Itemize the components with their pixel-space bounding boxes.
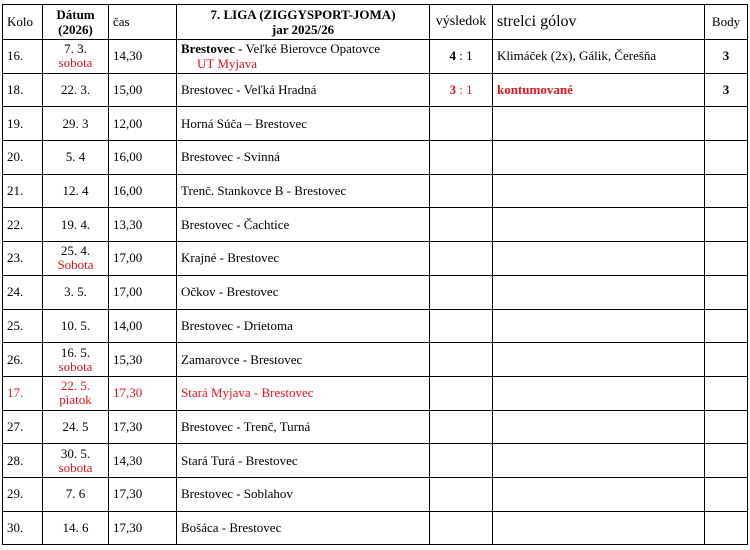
cell-datum-day: Sobota xyxy=(57,257,94,273)
table-row xyxy=(3,141,748,175)
cell-datum-date: 7. 6 xyxy=(65,486,86,502)
cell-cas: 13,30 xyxy=(109,208,177,242)
table-row xyxy=(3,107,748,141)
cell-cas: 17,30 xyxy=(109,477,177,511)
table-row xyxy=(3,174,748,208)
table-row xyxy=(3,477,748,511)
table-row xyxy=(3,275,748,309)
cell-datum-day: sobota xyxy=(58,459,93,475)
cell-vysledok xyxy=(430,208,493,242)
cell-body: 3 xyxy=(705,40,748,74)
cell-datum-date: 14. 6 xyxy=(62,519,89,535)
header-cas: čas xyxy=(109,5,177,40)
cell-kolo: 23. xyxy=(3,242,43,276)
cell-zapas: Brestovec - Čachtice xyxy=(177,208,430,242)
cell-zapas xyxy=(177,40,430,74)
cell-vysledok xyxy=(430,477,493,511)
cell-body xyxy=(705,511,748,545)
cell-datum-date: 5. 4 xyxy=(65,149,86,165)
cell-datum-date: 7. 3. xyxy=(64,41,87,57)
cell-zapas: Očkov - Brestovec xyxy=(177,275,430,309)
cell-zapas: Stará Turá - Brestovec xyxy=(177,444,430,478)
cell-cas: 15,00 xyxy=(109,73,177,107)
cell-kolo: 30. xyxy=(3,511,43,545)
cell-strelci: kontumované xyxy=(493,73,705,107)
cell-zapas: Brestovec - Veľká Hradná xyxy=(177,73,430,107)
cell-strelci xyxy=(493,511,705,545)
cell-vysledok xyxy=(430,444,493,478)
table-row xyxy=(3,40,748,74)
cell-strelci xyxy=(493,477,705,511)
score-separator: : xyxy=(455,48,467,64)
cell-cas: 16,00 xyxy=(109,141,177,175)
table-row xyxy=(3,511,748,545)
cell-cas: 17,30 xyxy=(109,511,177,545)
cell-datum-date: 22. 3. xyxy=(60,82,91,98)
cell-kolo: 28. xyxy=(3,444,43,478)
cell-datum-day: piatok xyxy=(59,392,92,408)
table-row xyxy=(3,444,748,478)
cell-datum-date: 24. 5 xyxy=(62,418,89,434)
score-away: 1 xyxy=(466,82,473,98)
cell-datum xyxy=(43,107,109,141)
cell-cas: 17,30 xyxy=(109,410,177,444)
table-row xyxy=(3,73,748,107)
cell-datum-date: 12. 4 xyxy=(62,183,89,199)
cell-cas: 14,30 xyxy=(109,444,177,478)
score-separator: : xyxy=(455,82,467,98)
cell-vysledok xyxy=(430,40,493,74)
cell-cas: 17,00 xyxy=(109,275,177,309)
header-liga-line1: 7. LIGA (ZIGGYSPORT-JOMA) xyxy=(210,7,396,22)
cell-strelci xyxy=(493,242,705,276)
cell-zapas: Brestovec - Drietoma xyxy=(177,309,430,343)
cell-vysledok xyxy=(430,73,493,107)
cell-zapas: Zamarovce - Brestovec xyxy=(177,343,430,377)
schedule-table xyxy=(2,4,748,545)
cell-kolo: 24. xyxy=(3,275,43,309)
table-row xyxy=(3,376,748,410)
cell-cas: 17,00 xyxy=(109,242,177,276)
cell-kolo: 27. xyxy=(3,410,43,444)
cell-strelci xyxy=(493,208,705,242)
cell-kolo: 20. xyxy=(3,141,43,175)
cell-body xyxy=(705,309,748,343)
cell-body xyxy=(705,444,748,478)
cell-kolo: 17. xyxy=(3,376,43,410)
cell-body xyxy=(705,174,748,208)
header-body: Body xyxy=(705,5,748,40)
cell-body xyxy=(705,107,748,141)
cell-kolo: 19. xyxy=(3,107,43,141)
cell-kolo: 25. xyxy=(3,309,43,343)
cell-strelci xyxy=(493,410,705,444)
cell-datum-date: 16. 5. xyxy=(60,344,91,360)
cell-vysledok xyxy=(430,275,493,309)
cell-datum xyxy=(43,275,109,309)
header-datum-line2: (2026) xyxy=(58,22,93,37)
cell-vysledok xyxy=(430,107,493,141)
table-row xyxy=(3,410,748,444)
header-strelci: strelci gólov xyxy=(493,5,705,40)
cell-datum xyxy=(43,40,109,74)
header-row xyxy=(3,5,748,40)
cell-body xyxy=(705,376,748,410)
header-datum-line1: Dátum xyxy=(56,7,95,22)
cell-datum xyxy=(43,477,109,511)
match-sub-label: UT Myjava xyxy=(197,56,258,72)
cell-zapas: Brestovec - Trenč, Turná xyxy=(177,410,430,444)
cell-zapas: Trenč. Stankovce B - Brestovec xyxy=(177,174,430,208)
cell-strelci xyxy=(493,343,705,377)
cell-cas: 15,30 xyxy=(109,343,177,377)
header-kolo: Kolo xyxy=(3,5,43,40)
cell-datum-date: 29. 3 xyxy=(62,115,89,131)
table-row xyxy=(3,242,748,276)
cell-body xyxy=(705,410,748,444)
cell-datum xyxy=(43,73,109,107)
cell-strelci xyxy=(493,141,705,175)
cell-vysledok xyxy=(430,410,493,444)
cell-vysledok xyxy=(430,174,493,208)
cell-datum-date: 22. 5. xyxy=(60,378,91,394)
cell-kolo: 22. xyxy=(3,208,43,242)
match-line xyxy=(181,41,425,56)
match-away: Veľké Bierovce Opatovce xyxy=(245,41,381,57)
cell-body xyxy=(705,242,748,276)
schedule-rows xyxy=(3,40,748,545)
cell-cas: 12,00 xyxy=(109,107,177,141)
cell-body xyxy=(705,208,748,242)
cell-kolo: 21. xyxy=(3,174,43,208)
cell-vysledok xyxy=(430,141,493,175)
cell-cas: 14,00 xyxy=(109,309,177,343)
cell-kolo: 16. xyxy=(3,40,43,74)
cell-datum xyxy=(43,511,109,545)
cell-datum xyxy=(43,208,109,242)
cell-strelci xyxy=(493,275,705,309)
cell-zapas: Brestovec - Svinná xyxy=(177,141,430,175)
cell-strelci xyxy=(493,444,705,478)
cell-datum xyxy=(43,242,109,276)
cell-cas: 17,30 xyxy=(109,376,177,410)
cell-datum xyxy=(43,309,109,343)
cell-body: 3 xyxy=(705,73,748,107)
cell-zapas: Stará Myjava - Brestovec xyxy=(177,376,430,410)
score-home: 4 xyxy=(449,48,456,64)
cell-body xyxy=(705,275,748,309)
table-row xyxy=(3,343,748,377)
cell-kolo: 18. xyxy=(3,73,43,107)
cell-vysledok xyxy=(430,309,493,343)
score-away: 1 xyxy=(466,48,473,64)
cell-kolo: 29. xyxy=(3,477,43,511)
cell-datum xyxy=(43,376,109,410)
cell-kolo: 26. xyxy=(3,343,43,377)
cell-datum xyxy=(43,141,109,175)
cell-strelci: Klimáček (2x), Gálik, Čerešňa xyxy=(493,40,705,74)
cell-datum-date: 25. 4. xyxy=(60,243,91,259)
cell-datum-day: sobota xyxy=(58,55,93,71)
cell-cas: 14,30 xyxy=(109,40,177,74)
cell-zapas: Horná Súča – Brestovec xyxy=(177,107,430,141)
match-home: Brestovec - xyxy=(181,41,243,57)
cell-datum-date: 19. 4. xyxy=(60,216,91,232)
cell-cas: 16,00 xyxy=(109,174,177,208)
cell-vysledok xyxy=(430,376,493,410)
cell-strelci xyxy=(493,107,705,141)
cell-body xyxy=(705,477,748,511)
cell-zapas: Bošáca - Brestovec xyxy=(177,511,430,545)
cell-strelci xyxy=(493,309,705,343)
header-liga-line2: jar 2025/26 xyxy=(271,22,335,37)
header-datum xyxy=(43,5,109,40)
cell-datum xyxy=(43,410,109,444)
cell-zapas: Brestovec - Soblahov xyxy=(177,477,430,511)
cell-vysledok xyxy=(430,242,493,276)
header-vysledok: výsledok xyxy=(430,5,493,40)
cell-datum xyxy=(43,343,109,377)
table-row xyxy=(3,208,748,242)
score-home: 3 xyxy=(449,82,456,98)
cell-vysledok xyxy=(430,343,493,377)
cell-datum-date: 30. 5. xyxy=(60,445,91,461)
table-row xyxy=(3,309,748,343)
cell-strelci xyxy=(493,376,705,410)
cell-strelci xyxy=(493,174,705,208)
cell-vysledok xyxy=(430,511,493,545)
header-liga xyxy=(177,5,430,40)
cell-datum-day: sobota xyxy=(58,358,93,374)
cell-datum xyxy=(43,444,109,478)
cell-datum-date: 3. 5. xyxy=(64,284,87,300)
cell-body xyxy=(705,343,748,377)
cell-datum xyxy=(43,174,109,208)
cell-body xyxy=(705,141,748,175)
cell-zapas: Krajné - Brestovec xyxy=(177,242,430,276)
cell-datum-date: 10. 5. xyxy=(60,317,91,333)
